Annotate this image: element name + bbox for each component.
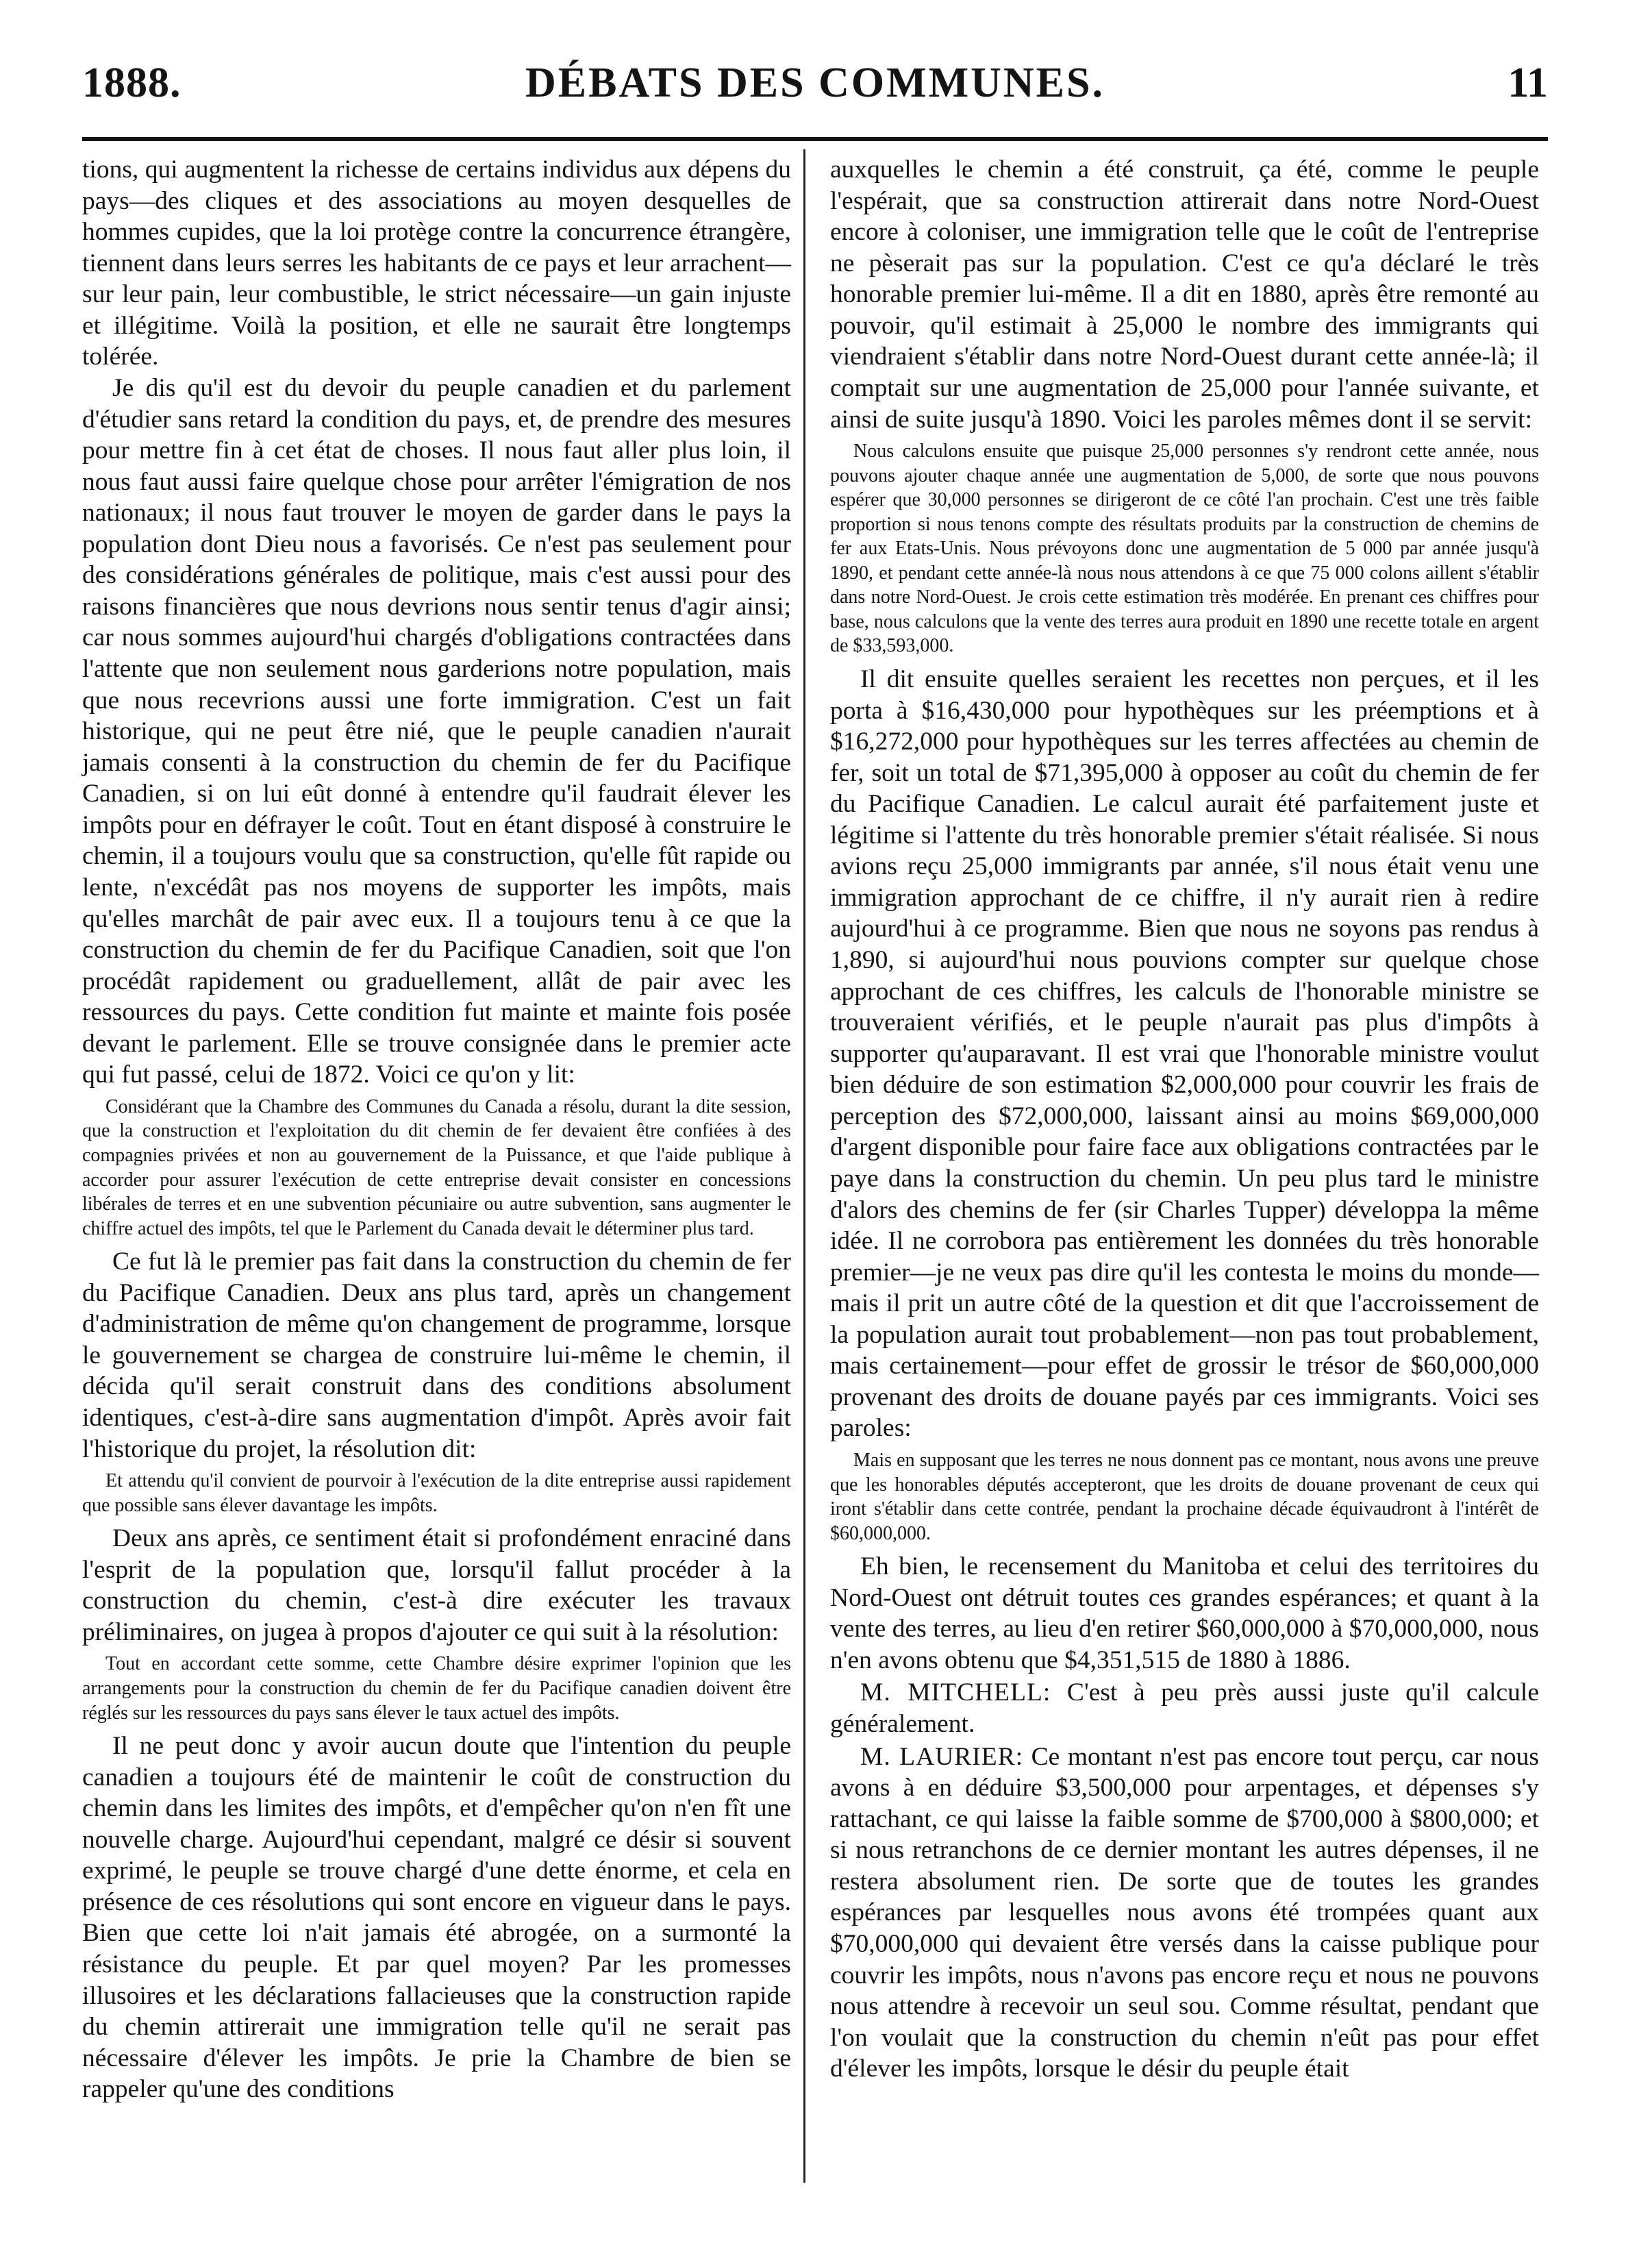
paragraph: Eh bien, le recensement du Manitoba et celui des territoires du Nord-Ouest ont détruit toutes ces grandes espérances; et quant à la vente des terres, au lieu d'en retirer $60,000,000 à $70,000,000, nous n'en avons obtenu que $4,351,515 de 1880 à 1886. [830,1552,1539,1674]
block-quote: Considérant que la Chambre des Communes du Canada a résolu, durant la dite session, que la construction et l'exploitation du dit chemin de fer devaient être confiées à des compagnies privées et non au gouvernement de la Puissance, et que l'aide publique à accorder pour assurer l'exécution de cette entreprise devait consister en concessions libérales de terres et en une subvention pécuniaire ou autre subvention, sans augmenter le chiffre actuel des impôts, tel que le Parlement du Canada devait le déterminer plus tard. [82,1095,791,1239]
paragraph: Ce fut là le premier pas fait dans la construction du chemin de fer du Pacifique Canadien. Deux ans plus tard, après un changement d'administration de même qu'on changement de programme, lorsque le gouvernement se chargea de construire lui-même le chemin, il décida qu'il serait construit dans des conditions absolument identiques, c'est-à-dire sans augmentation d'impôt. Après avoir fait l'historique du projet, la résolution dit: [82,1248,791,1463]
paragraph: Je dis qu'il est du devoir du peuple canadien et du parlement d'étudier sans retard la condition du pays, et, de prendre des mesures pour mettre fin à cet état de choses. Il nous faut aller plus loin, il nous faut aussi faire quelque chose pour arrêter l'émigration de nos nationaux; il nous faut trouver le moyen de garder dans le pays la population dont Dieu nous a favorisés. Ce n'est pas seulement pour des considérations générales de politique, mais c'est aussi pour des raisons financières que nous devrions nous sentir tenus d'agir ainsi; car nous sommes aujourd'hui chargés d'obligations contractées dans l'attente que non seulement nous garderions notre population, mais que nous recevrions aussi une forte immigration. C'est un fait historique, qui ne peut être nié, que le peuple canadien n'aurait jamais consenti à la construction du chemin de fer du Pacifique Canadien, si on lui eût donné à entendre qu'il faudrait élever les impôts pour en défrayer le coût. Tout en étant disposé à construire le chemin, il a toujours voulu que sa construction, qu'elle fût rapide ou lente, n'excédât pas nos moyens de supporter les impôts, mais qu'elles marchât de pair avec eux. Il a toujours tenu à ce que la construction du chemin de fer du Pacifique Canadien, soit que l'on procédât rapidement ou graduellement, allât de pair avec les ressources du pays. Cette condition fut mainte et mainte fois posée devant le parlement. Elle se trouve consignée dans le premier acte qui fut passé, celui de 1872. Voici ce qu'on y lit: [82,373,791,1089]
header-title: DÉBATS DES COMMUNES. [525,60,1105,106]
paragraph: Il dit ensuite quelles seraient les recettes non perçues, et il les porta à $16,430,000 pour hypothèques sur les préemptions et à $16,272,000 pour hypothèques sur les terres affectées au chemin de fer, soit un total de $71,395,000 à opposer au coût du chemin de fer du Pacifique Canadien. Le calcul aurait été parfaitement juste et légitime si l'attente du très honorable premier s'était réalisée. Si nous avions reçu 25,000 immigrants par année, s'il nous était venu une immigration approchant de ce chiffre, il n'y aurait rien à redire aujourd'hui à ce programme. Bien que nous ne soyons pas rendus à 1,890, si aujourd'hui nous pouvions compter sur quelque chose approchant de ces chiffres, les calculs de l'honorable ministre se trouveraient vérifiés, et le peuple n'aurait pas plus d'impôts à supporter qu'auparavant. Il est vrai que l'honorable ministre voulut bien déduire de son estimation $2,000,000 pour couvrir les frais de perception des $72,000,000, laissant ainsi au moins $69,000,000 d'argent disponible pour faire face aux obligations contractées par le paye dans la construction du chemin. Un peu plus tard le ministre d'alors des chemins de fer (sir Charles Tupper) développa la même idée. Il ne corrobora pas entièrement les données du très honorable premier—je ne veux pas dire qu'il les contesta le moins du monde—mais il prit un autre côté de la question et dit que l'accroissement de la population aurait tout probablement—non pas tout probablement, mais certainement—pour effet de grossir le trésor de $60,000,000 provenant des droits de douane payés par ces immigrants. Voici ses paroles: [830,665,1539,1443]
speaker-name: M. LAURIER: [860,1742,1024,1771]
block-quote: Mais en supposant que les terres ne nous donnent pas ce montant, nous avons une preuve que les honorables députés accepteront, que les droits de douane provenant de ceux qui iront s'établir dans cette contrée, pendant la prochaine décade équivaudront à l'intérêt de $60,000,000. [830,1450,1539,1544]
block-quote: Nous calculons ensuite que puisque 25,000 personnes s'y rendront cette année, nous pouvons ajouter chaque année une augmentation de 5,000, de sorte que nous pouvons espérer que 30,000 personnes se dirigeront de ce côté l'an prochain. C'est une très faible proportion si nous tenons compte des résultats produits par la construction de chemins de fer aux Etats-Unis. Nous prévoyons donc une augmentation de 5 000 par année jusqu'à 1890, et pendant cette année-là nous nous attendons à ce que 75 000 colons aillent s'établir dans notre Nord-Ouest. Je crois cette estimation très modérée. En prenant ces chiffres pour base, nous calculons que la vente des terres aura produit en 1890 une recette totale en argent de $33,593,000. [830,441,1539,657]
paragraph: Il ne peut donc y avoir aucun doute que l'intention du peuple canadien a toujours été de maintenir le coût de construction du chemin dans les limites des impôts, et d'empêcher qu'on n'en fît une nouvelle charge. Aujourd'hui cependant, malgré ce désir si souvent exprimé, le peuple se trouve chargé d'une dette énorme, et cela en présence de ces résolutions qui sont encore en vigueur dans le pays. Bien que cette loi n'ait jamais été abrogée, on a surmonté la résistance du peuple. Et par quel moyen? Par les promesses illusoires et les déclarations fallacieuses que la construction rapide du chemin attirerait une immigration telle qu'il ne serait pas nécessaire d'élever les impôts. Je prie la Chambre de bien se rappeler qu'une des conditions [82,1732,791,2104]
header-page-number: 11 [1507,60,1548,106]
block-quote: Tout en accordant cette somme, cette Chambre désire exprimer l'opinion que les arrangements pour la construction du chemin de fer du Pacifique canadien doivent être réglés sur les ressources du pays sans élever le taux actuel des impôts. [82,1653,791,1724]
header-year: 1888. [82,60,182,106]
page-header [82,59,1548,125]
left-column [82,154,791,2105]
paragraph: auxquelles le chemin a été construit, ça été, comme le peuple l'espérait, que sa construction attirerait dans notre Nord-Ouest encore à coloniser, une immigration telle que le coût de l'entreprise ne pèserait pas sur la population. C'est ce qu'a déclaré le très honorable premier lui-même. Il a dit en 1880, après être remonté au pouvoir, qu'il estimait à 25,000 le nombre des immigrants qui viendraient s'établir dans notre Nord-Ouest durant cette année-là; il comptait sur une augmentation de 25,000 pour l'année suivante, et ainsi de suite jusqu'à 1890. Voici les paroles mêmes dont il se servit: [830,156,1539,434]
speech-mitchell [830,1677,1539,1739]
header-rule [82,137,1548,141]
column-divider [803,149,805,2183]
block-quote: Et attendu qu'il convient de pourvoir à l'exécution de la dite entreprise aussi rapidement que possible sans élever davantage les impôts. [82,1470,791,1516]
speaker-name: M. MITCHELL: [860,1678,1051,1707]
speech-text: Ce montant n'est pas encore tout perçu, car nous avons à en déduire $3,500,000 pour arpentages, et dépenses s'y rattachant, ce qui laisse la faible somme de $700,000 à $800,000; et si nous retranchons de ce dernier montant les autres dépenses, il ne restera absolument rien. De sorte que de toutes les grandes espérances par lesquelles nous avons été trompées quant aux $70,000,000 qui devaient être versés dans la caisse publique pour couvrir les impôts, nous n'avons pas encore reçu et nous ne pouvons nous attendre à recevoir un seul sou. Comme résultat, pendant que l'on voulait que la construction du chemin n'eût pas pour effet d'élever les impôts, lorsque le désir du peuple était [830,1742,1539,2083]
speech-laurier [830,1741,1539,2085]
paragraph: Deux ans après, ce sentiment était si profondément enraciné dans l'esprit de la population que, lorsqu'il fallut procéder à la construction du chemin, c'est-à dire exécuter les travaux préliminaires, on jugea à propos d'ajouter ce qui suit à la résolution: [82,1524,791,1646]
speech-text: C'est à peu près aussi juste qu'il calcule généralement. [830,1678,1539,1739]
paragraph: tions, qui augmentent la richesse de certains individus aux dépens du pays—des cliques et des associations au moyen desquelles de hommes cupides, que la loi protège contre la concurrence étrangère, tiennent dans leurs serres les habitants de ce pays et leur arrachent—sur leur pain, leur combustible, le strict nécessaire—un gain injuste et illégitime. Voilà la position, et elle ne saurait être longtemps tolérée. [82,156,791,371]
right-column [830,154,1539,2085]
